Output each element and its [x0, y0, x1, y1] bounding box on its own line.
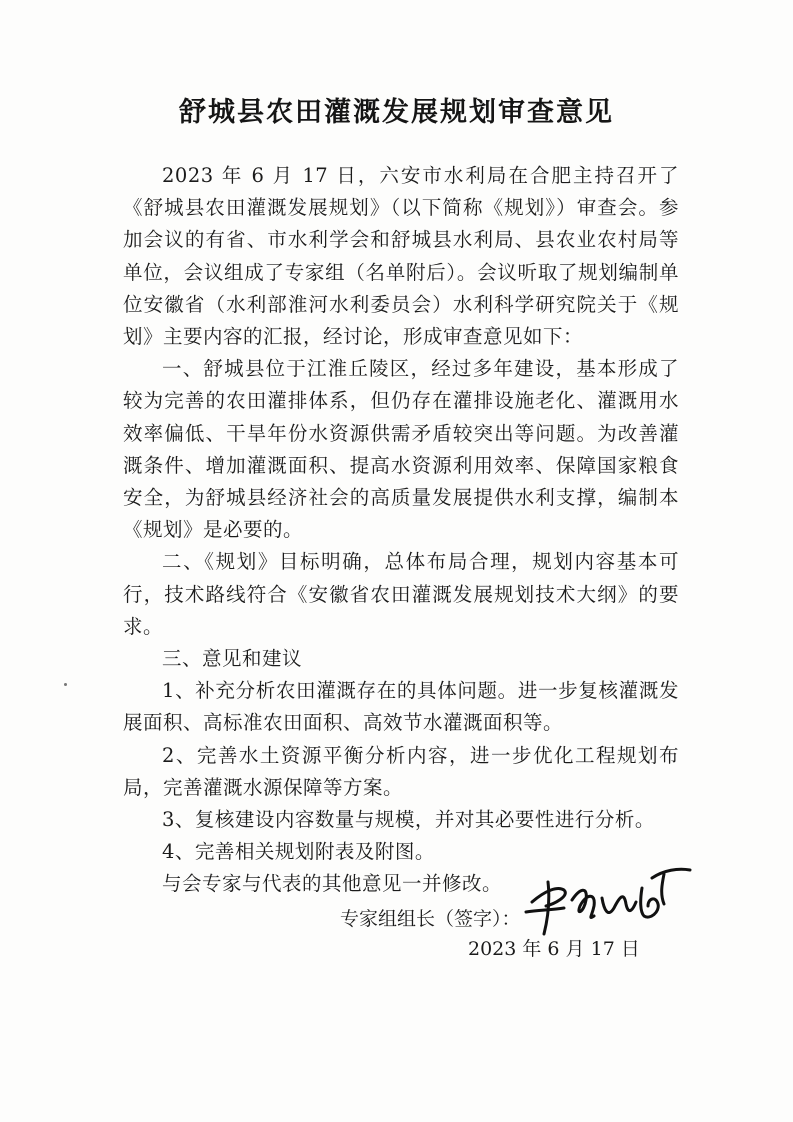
signature-block — [340, 896, 700, 966]
paragraph-point-1: 一、舒城县位于江淮丘陵区，经过多年建设，基本形成了较为完善的农田灌排体系，但仍存在灌排设施老化、灌溉用水效率偏低、干旱年份水资源供需矛盾较突出等问题。为改善灌溉条件、增加灌溉面积、提高水资源利用效率、保障国家粮食安全，为舒城县经济社会的高质量发展提供水利支撑，编制本《规划》是必要的。 — [123, 357, 679, 542]
handwritten-signature — [524, 860, 694, 940]
paragraph-suggestion-1: 1、补充分析农田灌溉存在的具体问题。进一步复核灌溉发展面积、高标准农田面积、高效节水灌溉面积等。 — [123, 679, 679, 735]
scan-speck — [64, 683, 67, 686]
paragraph-point-2: 二、《规划》目标明确，总体布局合理，规划内容基本可行，技术路线符合《安徽省农田灌溉发展规划技术大纲》的要求。 — [123, 550, 679, 638]
document-body — [123, 160, 679, 901]
paragraph-point-3-heading: 三、意见和建议 — [162, 647, 303, 671]
signature-date: 2023 年 6 月 17 日 — [468, 938, 640, 960]
document-title: 舒城县农田灌溉发展规划审查意见 — [179, 97, 614, 128]
paragraph-suggestion-3: 3、复核建设内容数量与规模，并对其必要性进行分析。 — [162, 808, 655, 832]
paragraph-suggestion-4: 4、完善相关规划附表及附图。 — [162, 840, 435, 864]
signature-label: 专家组组长（签字）： — [340, 908, 521, 930]
paragraph-closing: 与会专家与代表的其他意见一并修改。 — [162, 872, 503, 896]
paragraph-suggestion-2: 2、完善水土资源平衡分析内容，进一步优化工程规划布局，完善灌溉水源保障等方案。 — [123, 743, 679, 799]
paragraph-intro: 2023 年 6 月 17 日，六安市水利局在合肥主持召开了《舒城县农田灌溉发展规划》（以下简称《规划》）审查会。参加会议的有省、市水利学会和舒城县水利局、县农业农村局等单位，会议组成了专家组（名单附后）。会议听取了规划编制单位安徽省（水利部淮河水利委员会）水利科学研究院关于《规划》主要内容的汇报，经讨论，形成审查意见如下： — [123, 164, 679, 349]
